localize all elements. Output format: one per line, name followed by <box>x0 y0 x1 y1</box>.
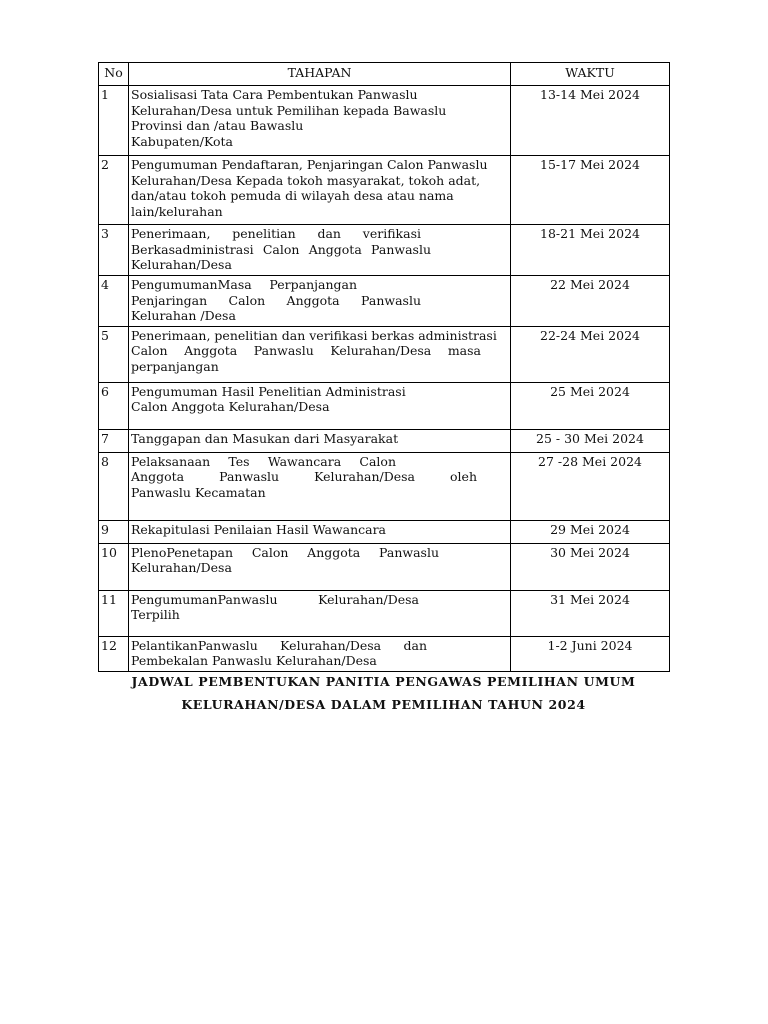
stage-text-line: Kelurahan/Desa <box>131 257 232 272</box>
row-number: 7 <box>99 429 129 452</box>
row-stage <box>129 590 511 636</box>
row-number: 4 <box>99 276 129 327</box>
schedule-table <box>98 62 670 672</box>
stage-text-line: Kelurahan/Desa Kepada tokoh masyarakat, tokoh adat, <box>131 172 481 188</box>
table-row <box>99 452 670 520</box>
row-number: 2 <box>99 156 129 225</box>
table-body <box>99 86 670 672</box>
row-stage <box>129 636 511 671</box>
stage-text-line: PengumumanPanwaslu Kelurahan/Desa <box>131 591 419 607</box>
stage-text-line: Pengumuman Hasil Penelitian Administrasi <box>131 383 406 399</box>
row-time: 25 Mei 2024 <box>511 382 670 429</box>
row-time: 22 Mei 2024 <box>511 276 670 327</box>
row-stage <box>129 225 511 276</box>
table-row <box>99 429 670 452</box>
stage-text-line: Kabupaten/Kota <box>131 133 233 149</box>
stage-text-line: Pembekalan Panwaslu Kelurahan/Desa <box>131 653 377 668</box>
stage-text-line: Pengumuman Pendaftaran, Penjaringan Calon Panwaslu <box>131 157 488 172</box>
table-row <box>99 636 670 671</box>
row-time: 30 Mei 2024 <box>511 543 670 590</box>
row-number: 3 <box>99 225 129 276</box>
row-stage <box>129 382 511 429</box>
stage-text-line: Terpilih <box>131 607 180 622</box>
row-time: 18-21 Mei 2024 <box>511 225 670 276</box>
table-row <box>99 382 670 429</box>
document-title-line-2: KELURAHAN/DESA DALAM PEMILIHAN TAHUN 2024 <box>181 697 586 712</box>
stage-text-line: Kelurahan/Desa <box>131 560 232 575</box>
row-time: 27 -28 Mei 2024 <box>511 452 670 520</box>
row-stage <box>129 276 511 327</box>
stage-text-line: Penjaringan Calon Anggota Panwaslu <box>131 292 421 308</box>
row-stage <box>129 543 511 590</box>
header-stage: TAHAPAN <box>129 63 511 86</box>
stage-text-line: Kelurahan/Desa untuk Pemilihan kepada Bawaslu <box>131 102 447 118</box>
table-row <box>99 156 670 225</box>
stage-text-line: Anggota Panwaslu Kelurahan/Desa oleh <box>131 469 477 484</box>
table-row <box>99 326 670 382</box>
stage-text-line: lain/kelurahan <box>131 203 223 219</box>
stage-text-line: Sosialisasi Tata Cara Pembentukan Panwaslu <box>131 87 418 102</box>
stage-text-line: Rekapitulasi Penilaian Hasil Wawancara <box>131 521 386 537</box>
row-time: 29 Mei 2024 <box>511 520 670 543</box>
document-title-line-1: JADWAL PEMBENTUKAN PANITIA PENGAWAS PEMILIHAN UMUM <box>131 674 636 689</box>
stage-text-line: Panwaslu Kecamatan <box>131 484 266 500</box>
header-time: WAKTU <box>511 63 670 86</box>
row-stage <box>129 326 511 382</box>
stage-text-line: Pelaksanaan Tes Wawancara Calon <box>131 453 396 469</box>
table-row <box>99 543 670 590</box>
stage-text-line: Penerimaan, penelitian dan verifikasi berkas administrasi <box>131 327 497 343</box>
stage-text-line: Calon Anggota Kelurahan/Desa <box>131 399 330 414</box>
stage-text-line: Kelurahan /Desa <box>131 308 236 323</box>
row-number: 6 <box>99 382 129 429</box>
row-number: 1 <box>99 86 129 156</box>
stage-text-line: PlenoPenetapan Calon Anggota Panwaslu <box>131 544 439 560</box>
row-number: 11 <box>99 590 129 636</box>
row-number: 5 <box>99 326 129 382</box>
row-stage <box>129 520 511 543</box>
row-number: 9 <box>99 520 129 543</box>
stage-text-line: PengumumanMasa Perpanjangan <box>131 277 357 292</box>
row-stage <box>129 452 511 520</box>
table-row <box>99 86 670 156</box>
row-stage <box>129 429 511 452</box>
row-time: 31 Mei 2024 <box>511 590 670 636</box>
table-row <box>99 225 670 276</box>
table-row <box>99 590 670 636</box>
stage-text-line: dan/atau tokoh pemuda di wilayah desa atau nama <box>131 188 454 203</box>
stage-text-line: perpanjangan <box>131 358 219 374</box>
row-time: 13-14 Mei 2024 <box>511 86 670 156</box>
row-time: 22-24 Mei 2024 <box>511 326 670 382</box>
row-time: 15-17 Mei 2024 <box>511 156 670 225</box>
table-row <box>99 276 670 327</box>
row-number: 12 <box>99 636 129 671</box>
stage-text-line: Penerimaan, penelitian dan verifikasi <box>131 226 421 241</box>
row-time: 25 - 30 Mei 2024 <box>511 429 670 452</box>
stage-text-line: Tanggapan dan Masukan dari Masyarakat <box>131 430 399 446</box>
row-stage <box>129 156 511 225</box>
row-number: 8 <box>99 452 129 520</box>
row-stage <box>129 86 511 156</box>
table-header-row <box>99 63 670 86</box>
stage-text-line: Calon Anggota Panwaslu Kelurahan/Desa masa <box>131 343 481 358</box>
stage-text-line: Provinsi dan /atau Bawaslu <box>131 118 304 133</box>
table-row <box>99 520 670 543</box>
row-number: 10 <box>99 543 129 590</box>
header-no: No <box>99 63 129 86</box>
row-time: 1-2 Juni 2024 <box>511 636 670 671</box>
stage-text-line: PelantikanPanwaslu Kelurahan/Desa dan <box>131 637 427 653</box>
stage-text-line: Berkasadministrasi Calon Anggota Panwaslu <box>131 241 431 257</box>
